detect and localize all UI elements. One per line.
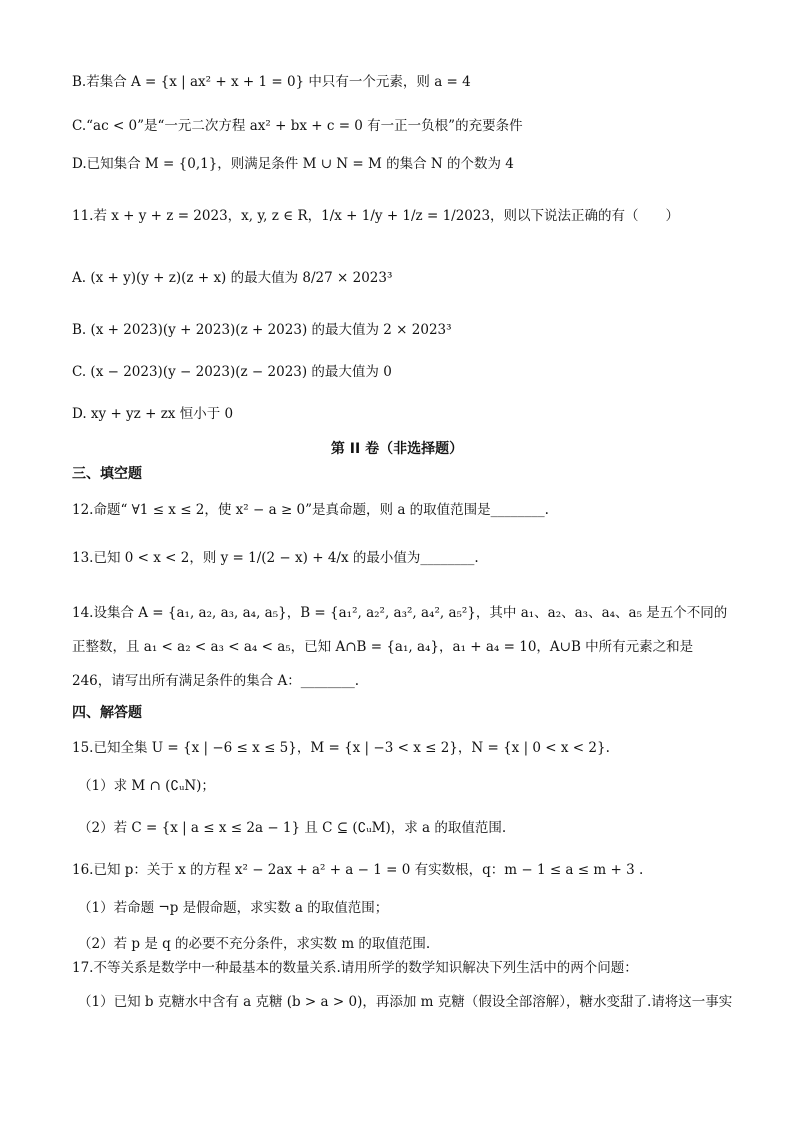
question-11-stem: 11.若 x + y + z = 2023，x, y, z ∈ R，1/x + 1/y + 1/z = 1/2023，则以下说法正确的有（ ） — [72, 208, 680, 224]
q10-option-c: C.“ac < 0”是“一元二次方程 ax² + bx + c = 0 有一正一负根”的充要条件 — [72, 118, 523, 134]
question-12: 12.命题“ ∀1 ≤ x ≤ 2，使 x² − a ≥ 0”是真命题，则 a 的取值范围是________. — [72, 502, 549, 518]
q15-part-2: （2）若 C = {x | a ≤ x ≤ 2a − 1} 且 C ⊆ (∁ᵤM)，求 a 的取值范围. — [78, 820, 507, 836]
question-17-stem: 17.不等关系是数学中一种最基本的数量关系.请用所学的数学知识解决下列生活中的两个问题： — [72, 960, 638, 976]
q16-part-2: （2）若 p 是 q 的必要不充分条件，求实数 m 的取值范围. — [78, 936, 431, 952]
section-fill-in-blank: 三、填空题 — [72, 466, 142, 482]
q10-option-d: D.已知集合 M = {0,1}，则满足条件 M ∪ N = M 的集合 N 的个数为 4 — [72, 156, 514, 172]
q11-option-d: D. xy + yz + zx 恒小于 0 — [72, 406, 234, 422]
q16-part-1: （1）若命题 ¬p 是假命题，求实数 a 的取值范围； — [78, 900, 389, 916]
question-16-stem: 16.已知 p：关于 x 的方程 x² − 2ax + a² + a − 1 = 0 有实数根，q：m − 1 ≤ a ≤ m + 3 . — [72, 862, 644, 878]
q17-part-1: （1）已知 b 克糖水中含有 a 克糖 (b > a > 0)，再添加 m 克糖（假设全部溶解），糖水变甜了.请将这一事实 — [78, 994, 733, 1010]
q10-option-b: B.若集合 A = {x | ax² + x + 1 = 0} 中只有一个元素，则 a = 4 — [72, 74, 471, 90]
section-solutions: 四、解答题 — [72, 705, 142, 721]
q11-option-c: C. (x − 2023)(y − 2023)(z − 2023) 的最大值为 0 — [72, 364, 392, 380]
question-15-stem: 15.已知全集 U = {x | −6 ≤ x ≤ 5}，M = {x | −3 < x ≤ 2}，N = {x | 0 < x < 2}. — [72, 740, 610, 756]
q11-option-b: B. (x + 2023)(y + 2023)(z + 2023) 的最大值为 2 × 2023³ — [72, 322, 452, 338]
q11-option-a: A. (x + y)(y + z)(z + x) 的最大值为 8/27 × 2023³ — [72, 270, 393, 286]
q15-part-1: （1）求 M ∩ (∁ᵤN)； — [78, 778, 215, 794]
question-14: 14.设集合 A = {a₁, a₂, a₃, a₄, a₅}，B = {a₁², a₂², a₃², a₄², a₅²}，其中 a₁、a₂、a₃、a₄、a₅ 是五个不同的正整数，且 a₁ < a₂ < a₃ < a₄ < a₅，已知 A∩B = {a₁, a₄}，a₁ + a₄ = 10，A∪B 中所有元素之和是 246，请写出所有满足条件的集合 A：________. — [72, 605, 728, 689]
part-2-heading: 第 II 卷（非选择题） — [330, 441, 464, 457]
question-13: 13.已知 0 < x < 2，则 y = 1/(2 − x) + 4/x 的最小值为________. — [72, 550, 479, 566]
